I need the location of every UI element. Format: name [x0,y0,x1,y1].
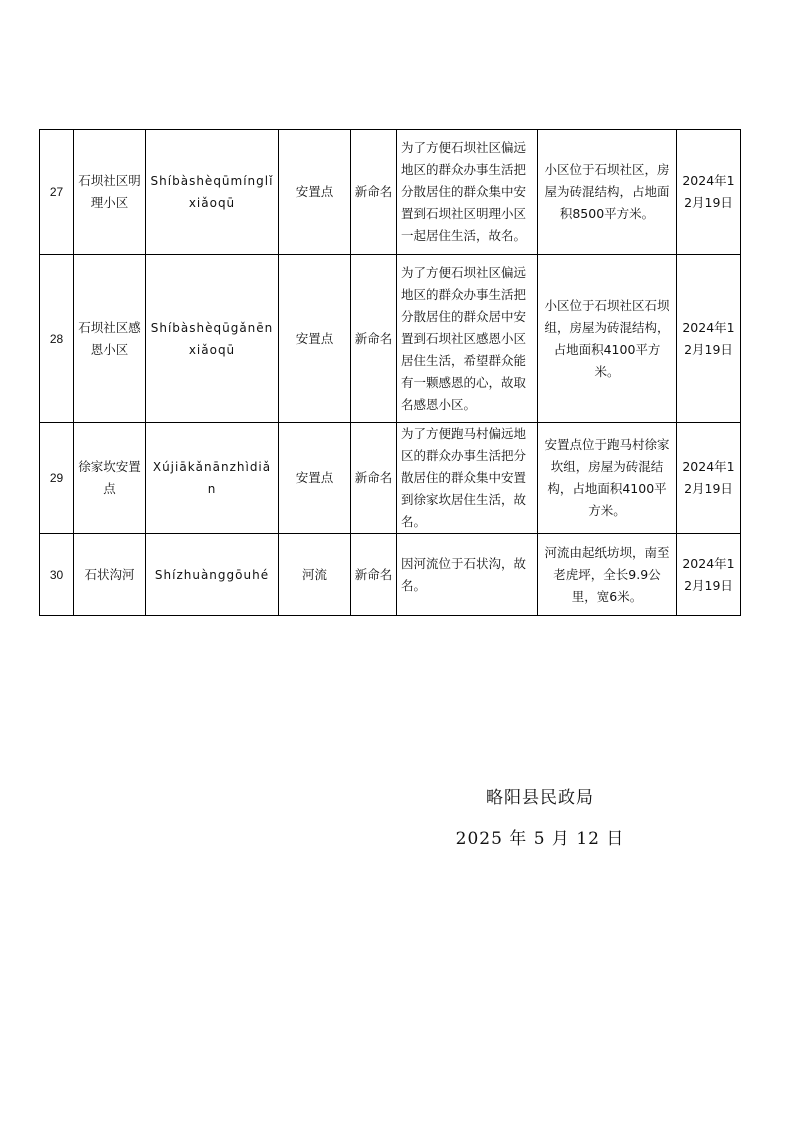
approval-date: 2024年12月19日 [677,423,741,534]
naming-category: 新命名 [351,255,397,423]
issue-date: 2025 年 5 月 12 日 [455,829,625,849]
row-number: 27 [40,130,74,255]
place-name: 石状沟河 [74,534,146,616]
place-name: 石坝社区明理小区 [74,130,146,255]
approval-date: 2024年12月19日 [677,534,741,616]
place-description: 小区位于石坝社区，房屋为砖混结构，占地面积8500平方米。 [538,130,677,255]
approval-date: 2024年12月19日 [677,255,741,423]
place-names-table [39,129,741,616]
pinyin: Shízhuànggōuhé [146,534,279,616]
row-number: 30 [40,534,74,616]
row-number: 29 [40,423,74,534]
approval-date: 2024年12月19日 [677,130,741,255]
table-row [40,423,741,534]
pinyin: Shíbàshèqūgǎnēnxiǎoqū [146,255,279,423]
place-type: 安置点 [279,423,351,534]
naming-category: 新命名 [351,423,397,534]
place-description: 河流由起纸坊坝，南至老虎坪，全长9.9公里，宽6米。 [538,534,677,616]
naming-category: 新命名 [351,130,397,255]
naming-reason: 为了方便石坝社区偏远地区的群众办事生活把分散居住的群众居中安置到石坝社区感恩小区居住生活，希望群众能有一颗感恩的心，故取名感恩小区。 [397,255,538,423]
table-row [40,534,741,616]
place-type: 河流 [279,534,351,616]
row-number: 28 [40,255,74,423]
naming-reason: 因河流位于石状沟，故名。 [397,534,538,616]
issuing-organization: 略阳县民政局 [486,788,594,808]
place-type: 安置点 [279,130,351,255]
place-name: 徐家坎安置点 [74,423,146,534]
naming-reason: 为了方便石坝社区偏远地区的群众办事生活把分散居住的群众集中安置到石坝社区明理小区一起居住生活，故名。 [397,130,538,255]
pinyin: Shíbàshèqūmínglǐxiǎoqū [146,130,279,255]
naming-category: 新命名 [351,534,397,616]
place-description: 安置点位于跑马村徐家坎组，房屋为砖混结构，占地面积4100平方米。 [538,423,677,534]
naming-reason: 为了方便跑马村偏远地区的群众办事生活把分散居住的群众集中安置到徐家坎居住生活，故名。 [397,423,538,534]
table-row [40,255,741,423]
place-type: 安置点 [279,255,351,423]
place-description: 小区位于石坝社区石坝组，房屋为砖混结构，占地面积4100平方米。 [538,255,677,423]
place-name: 石坝社区感恩小区 [74,255,146,423]
table-row [40,130,741,255]
pinyin: Xújiākǎnānzhìdiǎn [146,423,279,534]
